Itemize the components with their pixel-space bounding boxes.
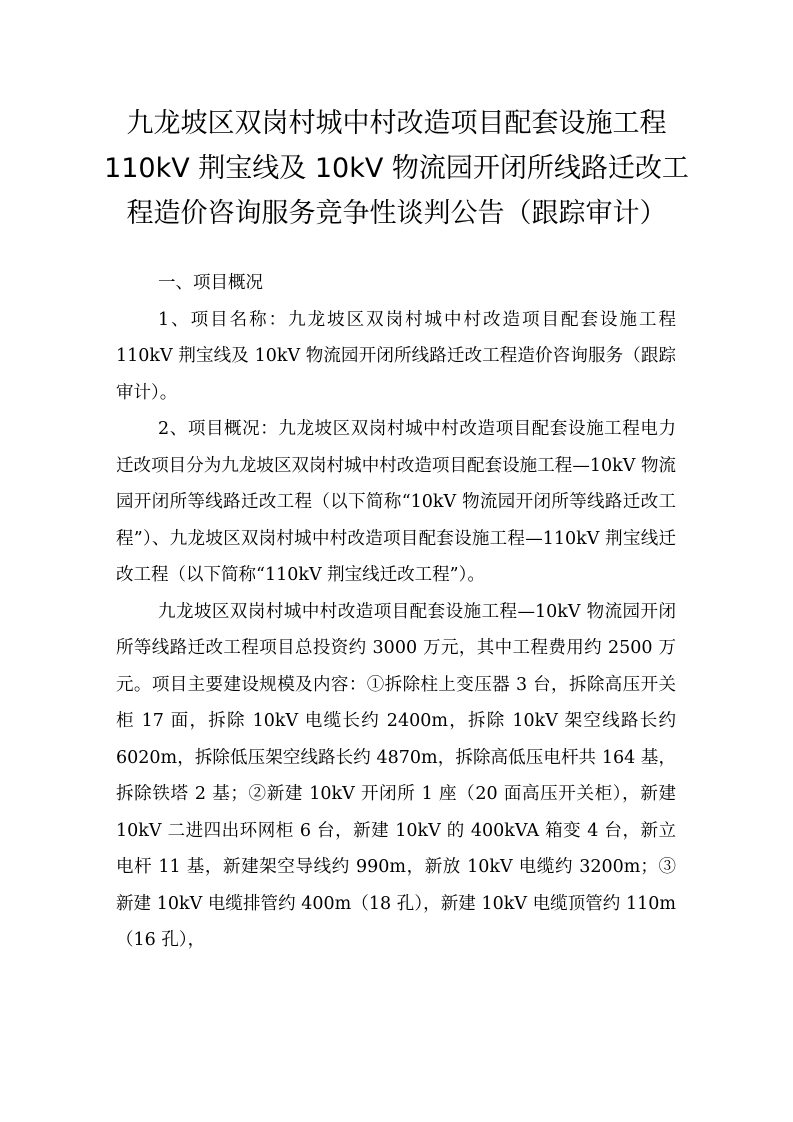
paragraph-project-scope: 九龙坡区双岗村城中村改造项目配套设施工程—10kV 物流园开闭所等线路迁改工程项目总投资约 3000 万元，其中工程费用约 2500 万元。项目主要建设规模及内容：①拆除柱上变压器 3 台，拆除高压开关柜 17 面，拆除 10kV 电缆长约 2400m，拆除 10kV 架空线路长约 6020m，拆除低压架空线路长约 4870m，拆除高低压电杆共 164 基，拆除铁塔 2 基；②新建 10kV 开闭所 1 座（20 面高压开关柜），新建 10kV 二进四出环网柜 6 台，新建 10kV 的 400kVA 箱变 4 台，新立电杆 11 基，新建架空导线约 990m，新放 10kV 电缆约 3200m；③新建 10kV 电缆排管约 400m（18 孔），新建 10kV 电缆顶管约 110m（16 孔）， xyxy=(116,601,676,950)
document-title xyxy=(100,101,693,236)
paragraph-project-name: 1、项目名称：九龙坡区双岗村城中村改造项目配套设施工程 110kV 荆宝线及 10kV 物流园开闭所线路迁改工程造价咨询服务（跟踪审计）。 xyxy=(116,309,676,403)
title-line-2: 110kV 荆宝线及 10kV 物流园开闭所线路迁改工 xyxy=(104,153,689,184)
section-heading: 一、项目概况 xyxy=(158,273,263,293)
document-body xyxy=(116,265,676,959)
title-line-3: 程造价咨询服务竞争性谈判公告（跟踪审计） xyxy=(126,198,667,229)
title-line-1: 九龙坡区双岗村城中村改造项目配套设施工程 xyxy=(126,108,667,139)
paragraph-project-overview: 2、项目概况：九龙坡区双岗村城中村改造项目配套设施工程电力迁改项目分为九龙坡区双岗村城中村改造项目配套设施工程—10kV 物流园开闭所等线路迁改工程（以下简称“10kV 物流园开闭所等线路迁改工程”）、九龙坡区双岗村城中村改造项目配套设施工程—110kV 荆宝线迁改工程（以下简称“110kV 荆宝线迁改工程”）。 xyxy=(116,419,676,585)
